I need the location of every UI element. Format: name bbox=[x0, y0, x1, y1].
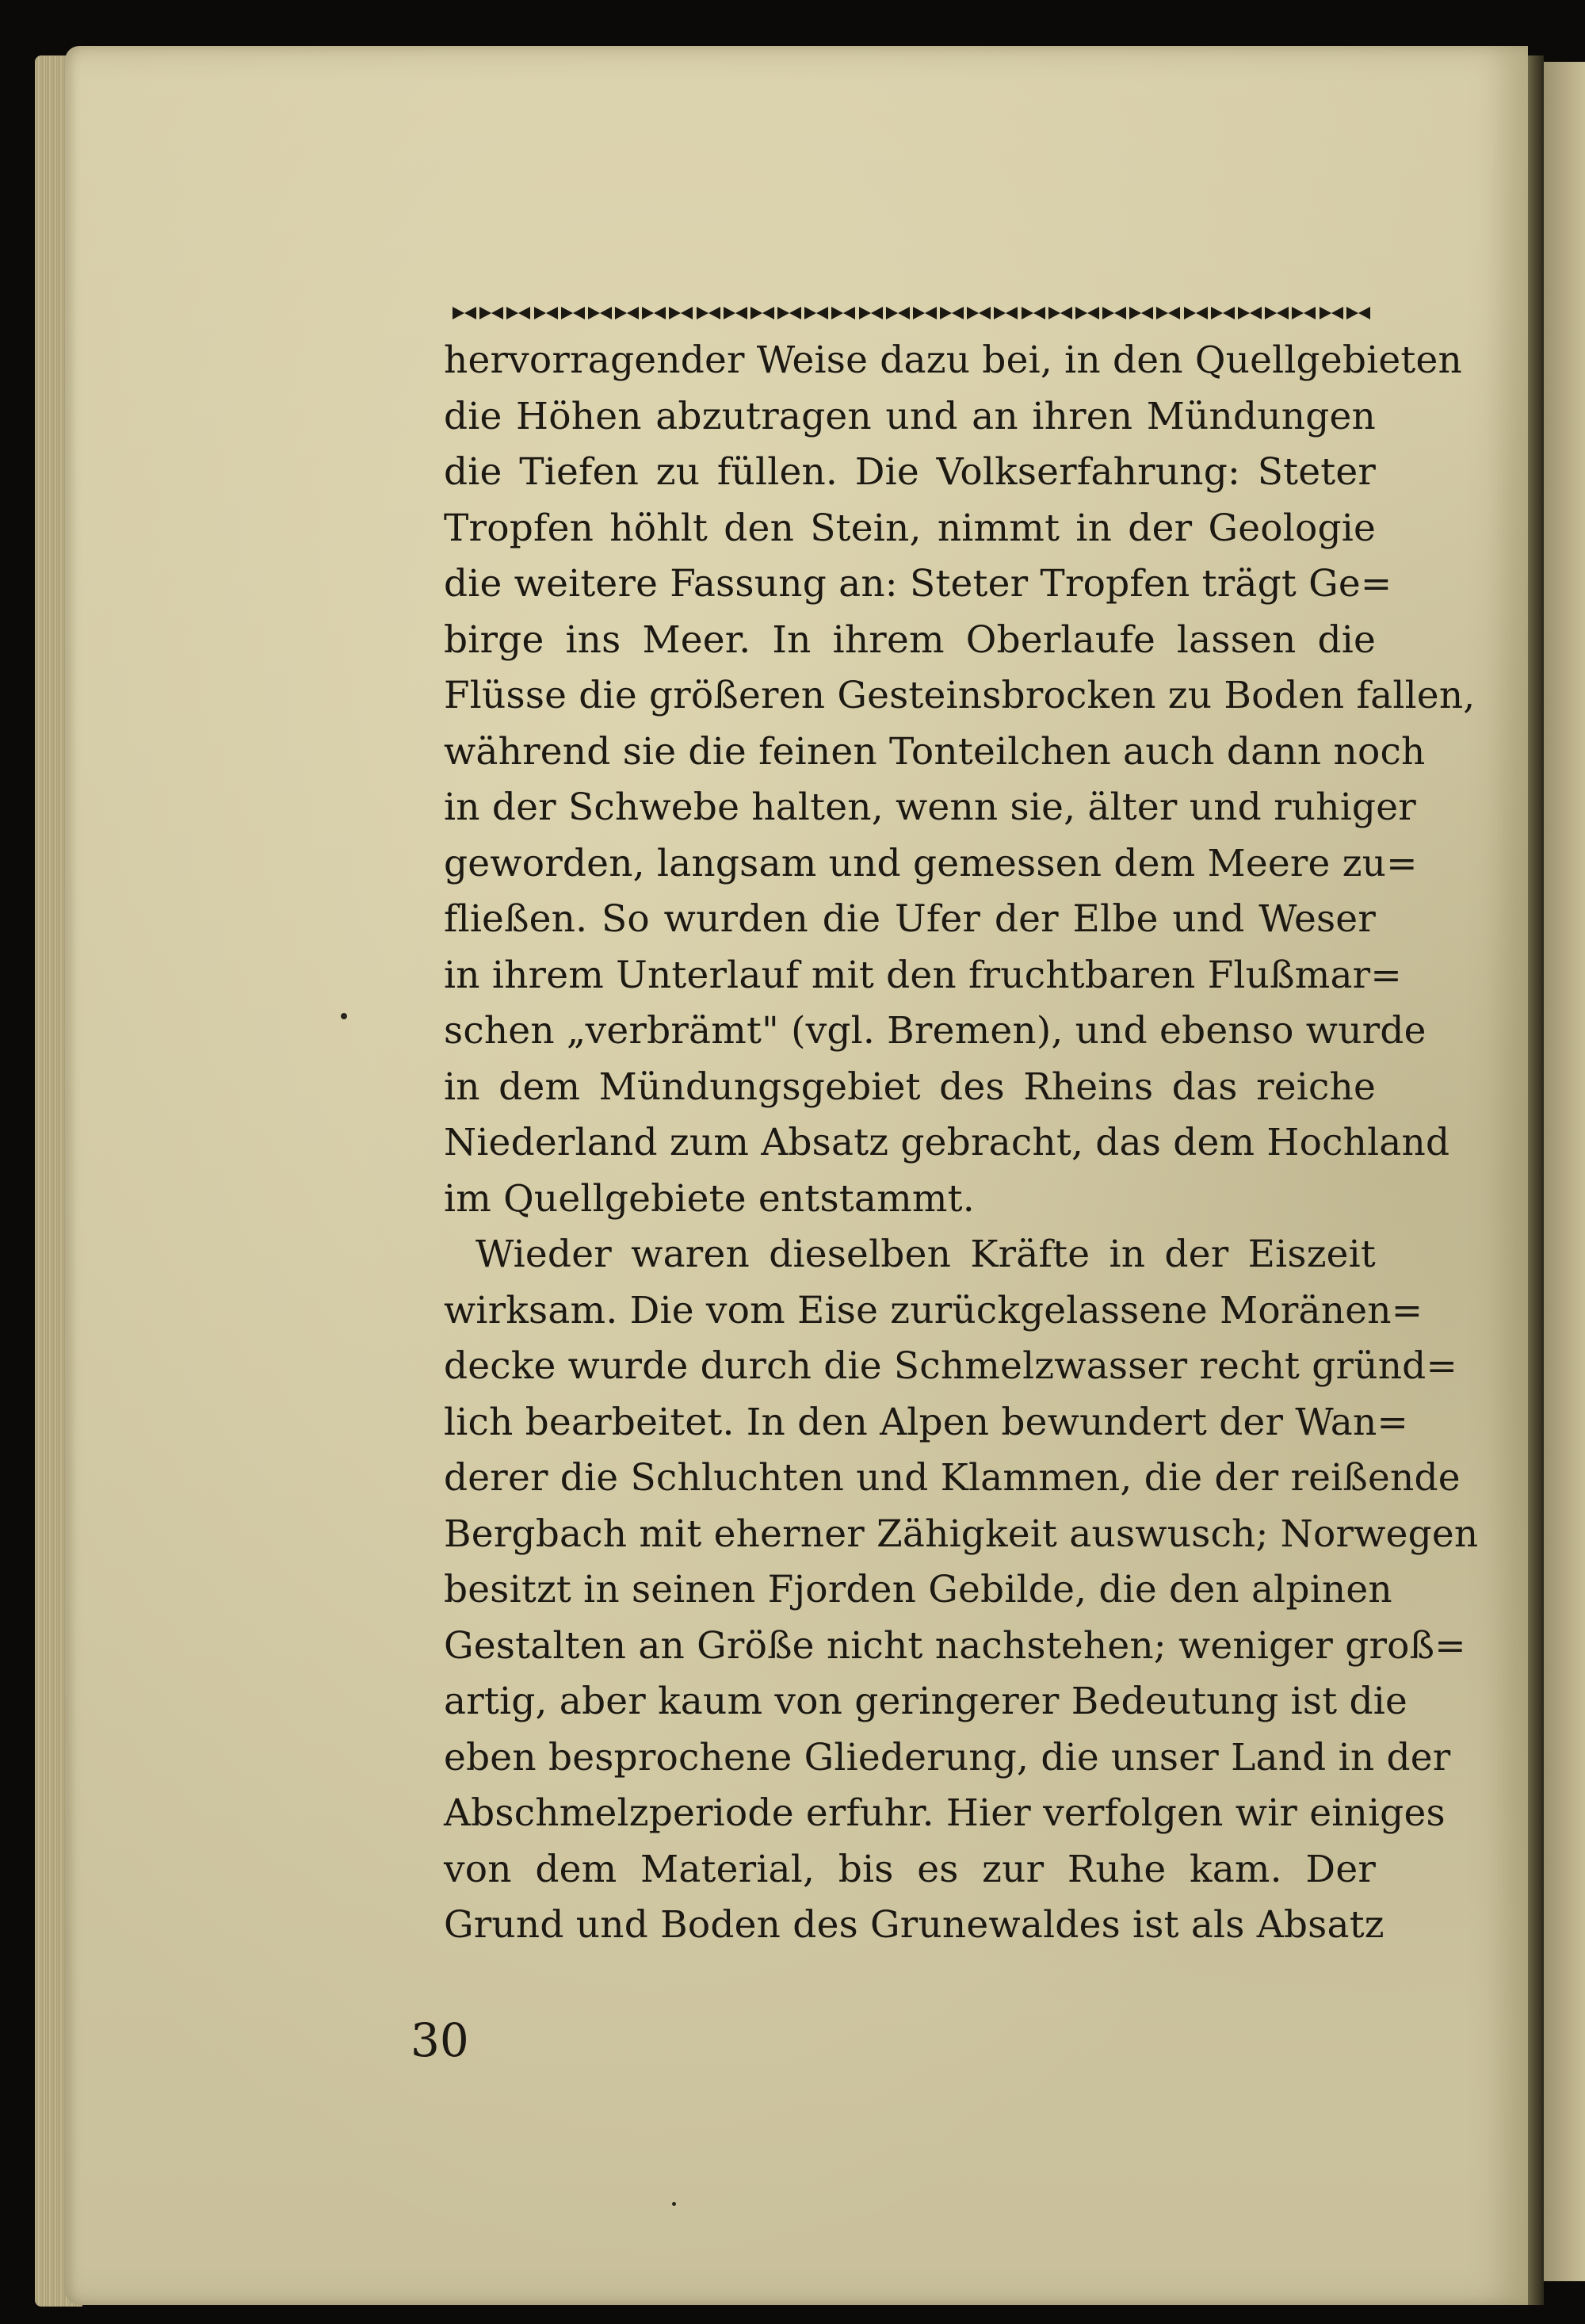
text-line: Gestalten an Größe nicht nachstehen; weniger groß= bbox=[444, 1623, 1466, 1668]
text-line: birge ins Meer. In ihrem Oberlaufe lassen die bbox=[444, 617, 1376, 662]
bowtie-icon bbox=[614, 305, 640, 321]
text-line: Niederland zum Absatz gebracht, das dem Hochland bbox=[444, 1121, 1450, 1164]
text-line: Bergbach mit eherner Zähigkeit auswusch; Norwegen bbox=[444, 1512, 1479, 1556]
text-line: in ihrem Unterlauf mit den fruchtbaren Flußmar= bbox=[444, 953, 1402, 997]
bowtie-icon bbox=[1183, 305, 1209, 321]
bowtie-icon bbox=[641, 305, 666, 321]
bowtie-icon bbox=[858, 305, 884, 321]
bowtie-icon bbox=[560, 305, 586, 321]
facing-page-edge bbox=[1544, 62, 1585, 2281]
text-line: artig, aber kaum von geringerer Bedeutung ist die bbox=[444, 1680, 1407, 1723]
bowtie-icon bbox=[993, 305, 1018, 321]
bowtie-icon bbox=[1021, 305, 1046, 321]
bowtie-icon bbox=[587, 305, 613, 321]
text-line: Abschmelzperiode erfuhr. Hier verfolgen wir einiges bbox=[444, 1791, 1446, 1835]
bowtie-icon bbox=[696, 305, 721, 321]
bowtie-icon bbox=[1155, 305, 1181, 321]
text-line: schen „verbrämt" (vgl. Bremen), und ebenso wurde bbox=[444, 1009, 1426, 1053]
bowtie-icon bbox=[1291, 305, 1316, 321]
bowtie-icon bbox=[831, 305, 856, 321]
bowtie-icon bbox=[1237, 305, 1262, 321]
text-line: hervorragender Weise dazu bei, in den Quellgebieten bbox=[444, 338, 1462, 382]
bowtie-icon bbox=[750, 305, 775, 321]
body-text bbox=[444, 333, 1479, 1997]
bowtie-icon bbox=[1048, 305, 1073, 321]
text-line: besitzt in seinen Fjorden Gebilde, die den alpinen bbox=[444, 1568, 1392, 1611]
bowtie-icon bbox=[533, 305, 559, 321]
text-line: im Quellgebiete entstammt. bbox=[444, 1176, 975, 1221]
bowtie-icon bbox=[668, 305, 693, 321]
bowtie-icon bbox=[452, 305, 477, 321]
bowtie-icon bbox=[1346, 305, 1371, 321]
book-gutter bbox=[1528, 55, 1544, 2305]
text-line: die Höhen abzutragen und an ihren Mündungen bbox=[444, 394, 1376, 438]
text-line: wirksam. Die vom Eise zurückgelassene Moränen= bbox=[444, 1288, 1423, 1332]
bowtie-icon bbox=[1102, 305, 1127, 321]
text-line: von dem Material, bis es zur Ruhe kam. Der bbox=[444, 1847, 1376, 1891]
paper-speck bbox=[341, 1013, 347, 1019]
bowtie-icon bbox=[1075, 305, 1100, 321]
bowtie-icon bbox=[1210, 305, 1236, 321]
bowtie-icon bbox=[1129, 305, 1154, 321]
bowtie-icon bbox=[1264, 305, 1289, 321]
text-line: die weitere Fassung an: Steter Tropfen trägt Ge= bbox=[444, 562, 1392, 606]
text-line: Grund und Boden des Grunewaldes ist als Absatz bbox=[444, 1903, 1384, 1947]
text-line: eben besprochene Gliederung, die unser Land in der bbox=[444, 1735, 1451, 1779]
text-line: decke wurde durch die Schmelzwasser recht gründ= bbox=[444, 1344, 1458, 1388]
bowtie-icon bbox=[506, 305, 531, 321]
paper-speck bbox=[672, 2202, 676, 2206]
bowtie-icon bbox=[777, 305, 802, 321]
bowtie-icon bbox=[1319, 305, 1344, 321]
text-line: die Tiefen zu füllen. Die Volkserfahrung: Steter bbox=[444, 450, 1376, 494]
bowtie-icon bbox=[479, 305, 504, 321]
text-line: derer die Schluchten und Klammen, die der reißende bbox=[444, 1456, 1461, 1500]
bowtie-border-ornament-icon bbox=[452, 300, 1371, 327]
text-line: geworden, langsam und gemessen dem Meere zu= bbox=[444, 841, 1418, 885]
text-line: während sie die feinen Tonteilchen auch dann noch bbox=[444, 729, 1426, 774]
text-line: fließen. So wurden die Ufer der Elbe und Weser bbox=[444, 897, 1376, 941]
text-line: in dem Mündungsgebiet des Rheins das reiche bbox=[444, 1065, 1376, 1109]
bowtie-icon bbox=[885, 305, 911, 321]
page-number: 30 bbox=[411, 2013, 469, 2067]
bowtie-icon bbox=[912, 305, 938, 321]
text-line: Wieder waren dieselben Kräfte in der Eiszeit bbox=[476, 1233, 1376, 1276]
text-line: lich bearbeitet. In den Alpen bewundert der Wan= bbox=[444, 1400, 1409, 1444]
bowtie-icon bbox=[804, 305, 829, 321]
text-line: Flüsse die größeren Gesteinsbrocken zu Boden fallen, bbox=[444, 674, 1476, 717]
text-line: in der Schwebe halten, wenn sie, älter und ruhiger bbox=[444, 785, 1416, 829]
bowtie-icon bbox=[966, 305, 991, 321]
text-line: Tropfen höhlt den Stein, nimmt in der Geologie bbox=[444, 506, 1376, 550]
bowtie-icon bbox=[723, 305, 748, 321]
bowtie-icon bbox=[939, 305, 964, 321]
